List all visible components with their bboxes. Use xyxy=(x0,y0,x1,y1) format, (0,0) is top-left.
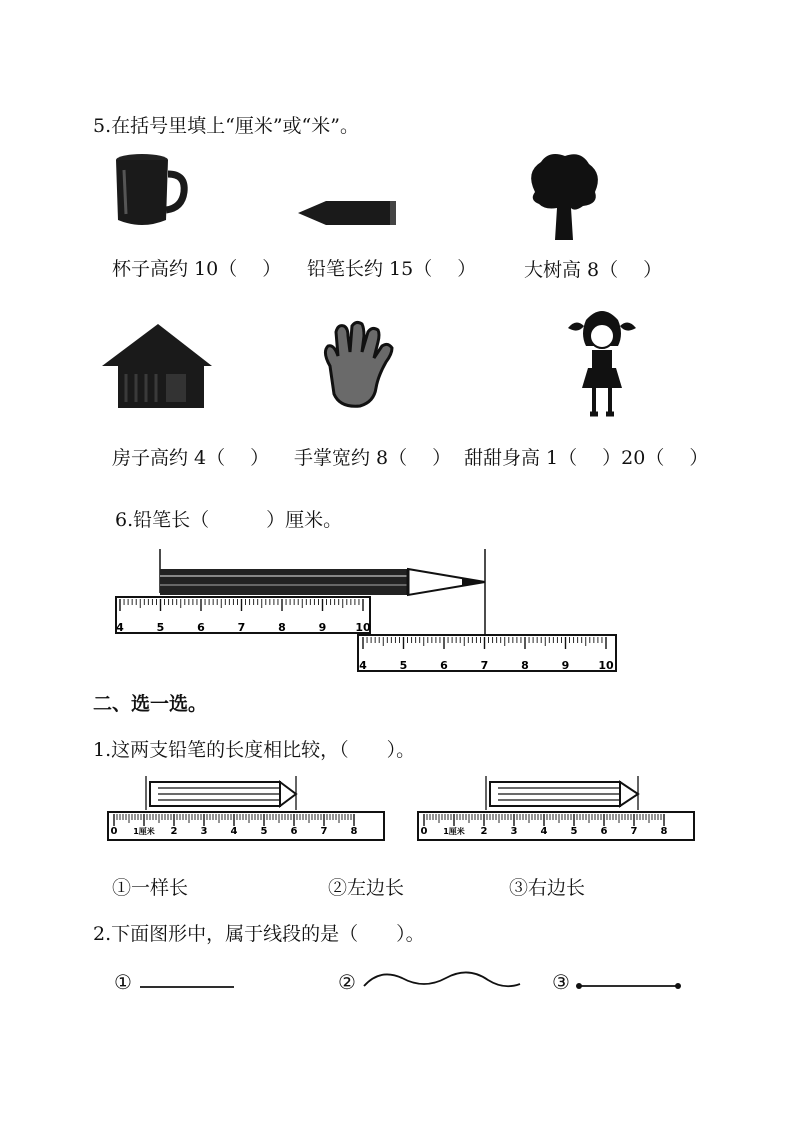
s2-left-ruler-tick-label: 0 xyxy=(110,826,118,837)
q6-rulers-figure xyxy=(110,545,620,675)
curve-line-icon xyxy=(362,968,524,994)
q5-item-pencil: 铅笔长约 15（ ） xyxy=(307,258,477,280)
s2-left-ruler-tick-label: 4 xyxy=(230,826,238,837)
s2-q1-title: 1.这两支铅笔的长度相比较，（ ）。 xyxy=(93,739,416,761)
s2-left-ruler-tick-label: 6 xyxy=(290,826,298,837)
q6-ruler-top-tick-label: 5 xyxy=(156,621,165,634)
q6-ruler-top-tick-label: 9 xyxy=(318,621,327,634)
s2-right-ruler-tick-label: 1厘米 xyxy=(443,827,465,836)
house-icon xyxy=(100,322,214,412)
q5-title: 5.在括号里填上“厘米”或“米”。 xyxy=(93,115,359,137)
q5-item-hand: 手掌宽约 8（ ） xyxy=(294,447,452,469)
s2-right-ruler-tick-label: 8 xyxy=(660,826,668,837)
s2-left-ruler-tick-label: 5 xyxy=(260,826,268,837)
q6-ruler-top-tick-label: 10 xyxy=(355,621,371,634)
s2-q1-option-1: ①一样长 xyxy=(112,877,189,899)
q6-ruler-top-tick-label: 6 xyxy=(197,621,205,634)
s2-left-ruler-tick-label: 7 xyxy=(320,826,328,837)
q5-item-tree: 大树高 8（ ） xyxy=(524,259,663,281)
s2-q2-option-2-label: ② xyxy=(338,970,356,994)
s2-right-ruler-tick-label: 2 xyxy=(480,826,488,837)
q6-ruler-top-tick-label: 7 xyxy=(237,621,246,634)
line-segment-icon xyxy=(574,980,684,992)
q6-ruler-top-tick-label: 8 xyxy=(278,621,286,634)
s2-left-ruler-tick-label: 1厘米 xyxy=(133,827,155,836)
q5-item-house: 房子高约 4（ ） xyxy=(112,447,270,469)
cup-icon xyxy=(112,152,190,232)
q5-item-girl: 甜甜身高 1（ ）20（ ） xyxy=(464,447,709,469)
s2-right-ruler-tick-label: 4 xyxy=(540,826,548,837)
s2-q1-right-figure xyxy=(416,776,698,846)
s2-left-ruler-tick-label: 3 xyxy=(200,826,208,837)
pencil-icon xyxy=(296,198,400,228)
q6-ruler-bottom-tick-label: 9 xyxy=(561,659,570,672)
q6-ruler-bottom-tick-label: 6 xyxy=(440,659,448,672)
s2-right-ruler-tick-label: 7 xyxy=(630,826,638,837)
section2-title: 二、选一选。 xyxy=(93,693,208,715)
q6-ruler-bottom-tick-label: 10 xyxy=(598,659,614,672)
q6-ruler-bottom-tick-label: 5 xyxy=(399,659,408,672)
girl-icon xyxy=(566,304,638,422)
q5-item-cup: 杯子高约 10（ ） xyxy=(112,258,282,280)
s2-q2-option-3-label: ③ xyxy=(552,970,570,994)
s2-q1-left-figure xyxy=(106,776,388,846)
hand-icon xyxy=(320,322,396,410)
s2-right-ruler-tick-label: 3 xyxy=(510,826,518,837)
q6-pencil-body xyxy=(160,569,408,595)
s2-q2-option-1-label: ① xyxy=(114,970,132,994)
q6-ruler-top-tick-label: 4 xyxy=(116,621,124,634)
s2-left-ruler-tick-label: 2 xyxy=(170,826,178,837)
s2-right-ruler-tick-label: 0 xyxy=(420,826,428,837)
s2-right-ruler-tick-label: 6 xyxy=(600,826,608,837)
q6-ruler-bottom-tick-label: 7 xyxy=(480,659,489,672)
tree-icon xyxy=(525,152,605,244)
s2-q1-option-2: ②左边长 xyxy=(328,877,405,899)
q6-ruler-bottom-tick-label: 8 xyxy=(521,659,529,672)
s2-right-ruler-tick-label: 5 xyxy=(570,826,578,837)
q6-title: 6.铅笔长（ ）厘米。 xyxy=(115,509,343,531)
s2-left-ruler-tick-label: 8 xyxy=(350,826,358,837)
straight-line-icon xyxy=(140,984,236,990)
s2-q2-title: 2.下面图形中，属于线段的是（ ）。 xyxy=(93,923,425,945)
q6-ruler-bottom-tick-label: 4 xyxy=(359,659,367,672)
s2-q1-option-3: ③右边长 xyxy=(509,877,586,899)
